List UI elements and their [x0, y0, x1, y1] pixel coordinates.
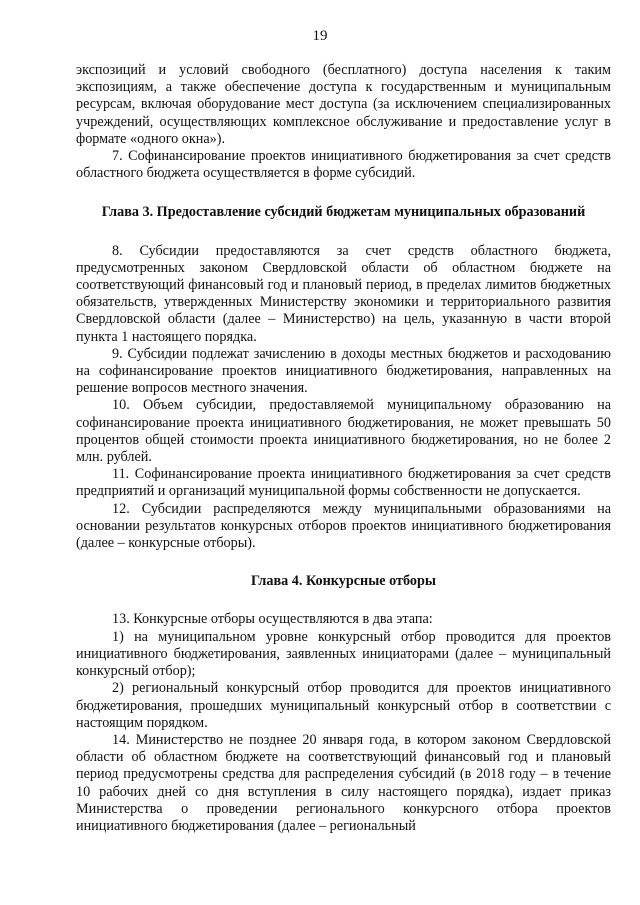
paragraph-8: 8. Субсидии предоставляются за счет средств областного бюджета, предусмотренных законом Свердловской области об областном бюджете на соответствующий финансовый год и плановый период, в пределах лимитов бюджетных обязательств, утвержденных Министерству экономики и территориального развития Свердловской области (далее – Министерство) на цель, указанную в части второй пункта 1 настоящего порядка.	[76, 242, 611, 345]
document-body	[76, 62, 611, 835]
paragraph-13-item-2: 2) региональный конкурсный отбор проводится для проектов инициативного бюджетирования, прошедших муниципальный конкурсный отбор в соответствии с настоящим порядком.	[76, 680, 611, 731]
paragraph-13-item-1: 1) на муниципальном уровне конкурсный отбор проводится для проектов инициативного бюджетирования, заявленных инициаторами (далее – муниципальный конкурсный отбор);	[76, 628, 611, 680]
paragraph-11: 11. Софинансирование проекта инициативного бюджетирования за счет средств предприятий и организаций муниципальной формы собственности не допускается.	[76, 466, 611, 500]
chapter-3-heading: Глава 3. Предоставление субсидий бюджетам муниципальных образований	[101, 204, 586, 221]
paragraph-9: 9. Субсидии подлежат зачислению в доходы местных бюджетов и расходованию на софинансирование проектов инициативного бюджетирования, направленных на решение вопросов местного значения.	[76, 345, 611, 397]
paragraph-continuation: экспозиций и условий свободного (бесплатного) доступа населения к таким экспозициям, а также обеспечение доступа к государственным и муниципальным ресурсам, включая оборудование мест доступа (за исключением специализированных учреждений, осуществляющих комплексное обслуживание и предоставление услуг в формате «одного окна»).	[76, 62, 611, 147]
paragraph-13: 13. Конкурсные отборы осуществляются в два этапа:	[112, 611, 433, 628]
paragraph-7: 7. Софинансирование проектов инициативного бюджетирования за счет средств областного бюджета осуществляется в форме субсидий.	[76, 148, 611, 182]
page-number: 19	[312, 28, 328, 44]
paragraph-14: 14. Министерство не позднее 20 января года, в котором законом Свердловской области об областном бюджете на соответствующий финансовый год и плановый период предусмотрены средства для распределения субсидий (в 2018 году – в течение 10 рабочих дней со дня вступления в силу настоящего порядка), издает приказ Министерства о проведении регионального конкурсного отбора проектов инициативного бюджетирования (далее – региональный	[76, 731, 611, 834]
paragraph-10: 10. Объем субсидии, предоставляемой муниципальному образованию на софинансирование проекта инициативного бюджетирования, не может превышать 50 процентов общей стоимости проекта инициативного бюджетирования, но не более 2 млн. рублей.	[76, 397, 611, 466]
paragraph-12: 12. Субсидии распределяются между муниципальными образованиями на основании результатов конкурсных отборов проектов инициативного бюджетирования (далее – конкурсные отборы).	[76, 500, 611, 552]
chapter-4-heading: Глава 4. Конкурсные отборы	[250, 573, 436, 590]
